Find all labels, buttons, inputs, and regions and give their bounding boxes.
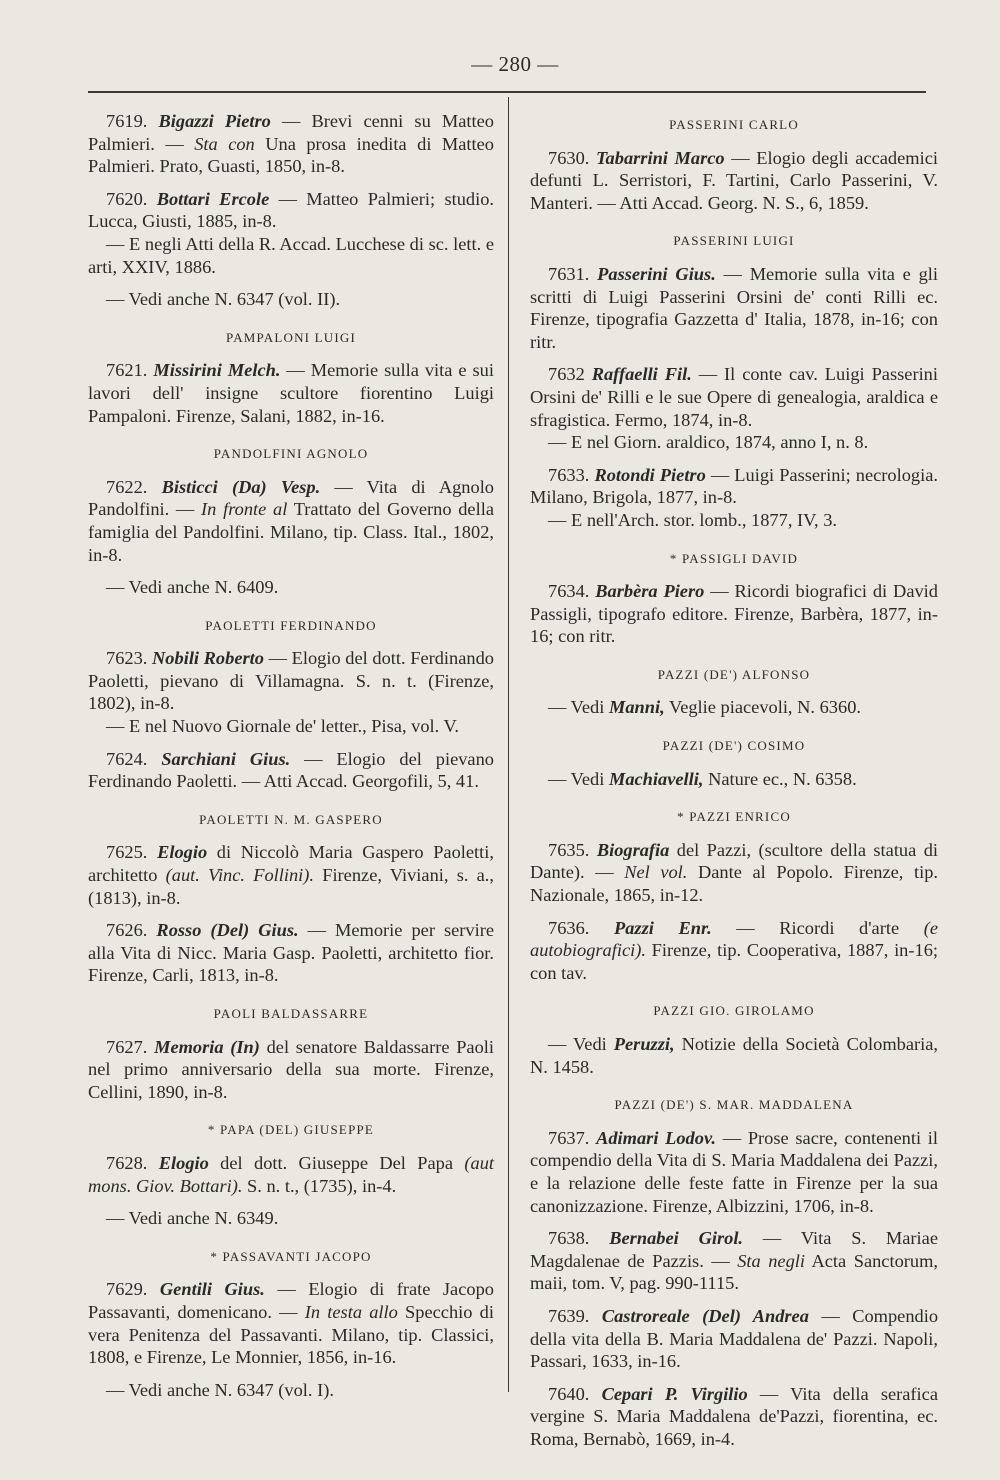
- entry-addendum: — E negli Atti della R. Accad. Lucchese di sc. lett. e arti, XXIV, 1886.: [88, 233, 494, 277]
- entry-number: 7620.: [106, 188, 148, 209]
- section-heading: * PAZZI ENRICO: [677, 809, 791, 825]
- entry-number: 7628.: [106, 1152, 148, 1173]
- entry-author: Gentili Gius.: [159, 1279, 265, 1300]
- entry-text: — Ricordi biografici di David Passigli, tipografo editore. Firenze, Barbèra, 1877, in-16; con ritr.: [530, 581, 938, 647]
- entry-text: — Vita di Agnolo Pandolfini. —: [88, 476, 495, 520]
- entry-author: Rotondi Pietro: [594, 464, 706, 485]
- entry-author: Castroreale (Del) Andrea: [601, 1305, 809, 1326]
- entry-7627: [88, 1036, 494, 1104]
- entry-7635: [530, 839, 938, 907]
- entry-text: del dott. Giuseppe Del Papa: [208, 1152, 465, 1173]
- see-also: [530, 696, 938, 719]
- page-number: — 280 —: [471, 52, 559, 76]
- entry-author: Machiavelli,: [608, 768, 704, 789]
- entry-7628: [88, 1152, 494, 1197]
- section-heading: PAZZI (DE') COSIMO: [662, 738, 806, 754]
- entry-italic: Sta negli: [737, 1250, 805, 1271]
- entry-number: 7624.: [106, 748, 148, 769]
- entry-number: 7627.: [106, 1036, 148, 1057]
- entry-7631: [530, 263, 938, 353]
- section-heading: PAOLI BALDASSARRE: [213, 1006, 369, 1021]
- entry-text: Notizie della Società Colombaria, N. 1458.: [530, 1034, 938, 1077]
- entry-italic: (aut. Vinc. Follini).: [165, 865, 315, 886]
- entry-7622: [88, 476, 494, 566]
- entry-7634: [530, 580, 938, 648]
- see-also: [530, 1033, 938, 1078]
- entry-number: 7638.: [548, 1228, 590, 1249]
- entry-7632: [530, 363, 938, 431]
- entry-text: Trattato del Governo della famiglia del Pandolfini. Milano, tip. Class. Ital., 1802, in-8.: [88, 499, 494, 565]
- see-also: — Vedi anche N. 6409.: [106, 577, 279, 598]
- section-heading: PAOLETTI FERDINANDO: [205, 617, 377, 633]
- entry-text: — Compendio della vita della B. Maria Maddalena de' Pazzi. Napoli, Passari, 1633, in-16.: [530, 1305, 939, 1372]
- entry-italic: Nel vol.: [624, 862, 688, 883]
- see-prefix: — Vedi: [548, 697, 609, 718]
- entry-7633: [530, 464, 938, 509]
- entry-text: — Matteo Palmieri; studio. Lucca, Giusti, 1885, in-8.: [88, 188, 494, 232]
- entry-text: — Memorie per servire alla Vita di Nicc. Maria Gasp. Paoletti, architetto fior. Firenze, Carli, 1813, in-8.: [88, 920, 494, 986]
- section-heading: PASSERINI LUIGI: [673, 233, 795, 249]
- section-heading: PAZZI GIO. GIROLAMO: [653, 1003, 815, 1019]
- entry-7639: [530, 1305, 938, 1373]
- entry-author: Raffaelli Fil.: [591, 364, 692, 385]
- entry-text: del senatore Baldassarre Paoli nel primo anniversario della sua morte. Firenze, Cellini, 1890, in-8.: [88, 1036, 494, 1102]
- section-heading: * PASSIGLI DAVID: [669, 550, 799, 566]
- entry-text: Nature ec., N. 6358.: [703, 768, 857, 789]
- entry-author: Elogio: [157, 842, 208, 863]
- entry-addendum: — E nell'Arch. stor. lomb., 1877, IV, 3.: [548, 509, 838, 530]
- entry-author: Manni,: [608, 697, 665, 718]
- see-also: — Vedi anche N. 6347 (vol. II).: [106, 289, 341, 310]
- entry-italic: In fronte al: [201, 499, 288, 520]
- entry-number: 7626.: [106, 920, 148, 941]
- entry-number: 7625.: [106, 842, 148, 863]
- section-heading: PAOLETTI N. M. GASPERO: [199, 811, 383, 827]
- section-heading: * PASSAVANTI JACOPO: [210, 1248, 372, 1264]
- column-divider: [508, 97, 509, 1392]
- entry-author: Tabarrini Marco: [596, 147, 725, 168]
- entry-7636: [530, 917, 938, 985]
- entry-7629: [88, 1278, 494, 1368]
- entry-author: Bigazzi Pietro: [158, 111, 271, 131]
- entry-author: Peruzzi,: [613, 1034, 675, 1054]
- entry-text: — Memorie sulla vita e gli scritti di Luigi Passerini Orsini de' conti Rilli ec. Firenze, tipografia Gazzetta d' Italia, 1878, in-16; con ritr.: [530, 263, 938, 352]
- section-heading: PAMPALONI LUIGI: [225, 329, 357, 345]
- entry-author: Sarchiani Gius.: [161, 748, 291, 769]
- entry-number: 7633.: [548, 464, 590, 485]
- entry-number: 7635.: [548, 839, 590, 860]
- top-rule: [88, 91, 926, 93]
- entry-text: — Elogio del pievano Ferdinando Paoletti. — Atti Accad. Georgofili, 5, 41.: [88, 748, 494, 792]
- entry-number: 7640.: [548, 1383, 590, 1404]
- entry-7619: [88, 110, 494, 178]
- entry-7623: [88, 647, 494, 715]
- entry-author: Cepari P. Virgilio: [601, 1383, 748, 1404]
- entry-number: 7632: [548, 364, 585, 385]
- entry-text: — Memorie sulla vita e sui lavori dell' insigne scultore fiorentino Luigi Pampaloni. Firenze, Salani, 1882, in-16.: [88, 360, 494, 426]
- entry-text: — Ricordi d'arte: [711, 917, 924, 938]
- entry-text: S. n. t., (1735), in-4.: [242, 1175, 397, 1196]
- see-also: — Vedi anche N. 6347 (vol. I).: [106, 1379, 334, 1400]
- entry-text: Firenze, Viviani, s. a., (1813), in-8.: [88, 865, 495, 908]
- entry-7625: [88, 841, 494, 909]
- right-column: [530, 110, 938, 1461]
- entry-number: 7619.: [106, 111, 148, 131]
- entry-number: 7621.: [106, 360, 148, 381]
- entry-text: — Il conte cav. Luigi Passerini Orsini de' Rilli e le sue Opere di genealogia, araldica e sfragistica. Fermo, 1874, in-8.: [530, 364, 938, 430]
- entry-number: 7637.: [548, 1127, 590, 1148]
- entry-7626: [88, 919, 494, 987]
- entry-author: Bottari Ercole: [156, 188, 270, 209]
- see-also: — Vedi anche N. 6349.: [106, 1208, 279, 1229]
- section-heading: * PAPA (DEL) GIUSEPPE: [207, 1122, 375, 1138]
- entry-text: del Pazzi, (scultore della statua di Dante). —: [530, 839, 938, 883]
- entry-addendum: — E nel Nuovo Giornale de' letter., Pisa, vol. V.: [106, 716, 460, 737]
- entry-text: — Luigi Passerini; necrologia. Milano, Brigola, 1877, in-8.: [530, 464, 938, 508]
- entry-text: Firenze, tip. Cooperativa, 1887, in-16; con tav.: [530, 940, 938, 983]
- entry-7621: [88, 359, 494, 427]
- entry-7638: [530, 1227, 938, 1295]
- entry-italic: Sta con: [194, 133, 255, 154]
- entry-author: Rosso (Del) Gius.: [156, 920, 299, 941]
- entry-author: Bernabei Girol.: [609, 1228, 744, 1249]
- entry-text: Specchio di vera Penitenza del Passavanti. Milano, tip. Classici, 1808, e Firenze, Le Monnier, 1856, in-16.: [88, 1301, 494, 1368]
- section-heading: PAZZI (DE') S. MAR. MADDALENA: [614, 1097, 854, 1113]
- entry-author: Bisticci (Da) Vesp.: [161, 476, 321, 497]
- entry-author: Barbèra Piero: [595, 581, 705, 602]
- entry-number: 7623.: [106, 648, 148, 669]
- entry-author: Missirini Melch.: [153, 360, 281, 381]
- entry-text: — Vita S. Mariae Magdalenae de Pazzis. —: [530, 1228, 938, 1271]
- entry-italic: (aut mons. Giov. Bottari).: [88, 1152, 494, 1196]
- entry-italic: In testa allo: [304, 1301, 398, 1322]
- entry-7640: [530, 1383, 938, 1451]
- entry-text: — Elogio di frate Jacopo Passavanti, domenicano. —: [88, 1279, 494, 1322]
- entry-text: di Niccolò Maria Gaspero Paoletti, architetto: [88, 842, 494, 886]
- entry-7630: [530, 147, 938, 215]
- entry-text: — Brevi cenni su Matteo Palmieri. —: [88, 111, 494, 154]
- entry-text: Acta Sanctorum, maii, tom. V, pag. 990-1115.: [530, 1250, 938, 1294]
- section-heading: PASSERINI CARLO: [669, 117, 799, 132]
- entry-author: Passerini Gius.: [597, 263, 716, 284]
- entry-number: 7630.: [548, 147, 590, 168]
- entry-italic: (e autobiografici).: [530, 917, 938, 961]
- entry-author: Nobili Roberto: [152, 648, 264, 669]
- entry-text: — Elogio degli accademici defunti L. Serristori, F. Tartini, Carlo Passerini, V. Manteri. — Atti Accad. Georg. N. S., 6, 1859.: [530, 147, 938, 213]
- entry-addendum: — E nel Giorn. araldico, 1874, anno I, n. 8.: [548, 432, 869, 453]
- left-column: [88, 110, 494, 1411]
- entry-text: — Elogio del dott. Ferdinando Paoletti, pievano di Villamagna. S. n. t. (Firenze, 1802), in-8.: [88, 648, 494, 714]
- entry-number: 7629.: [106, 1279, 148, 1300]
- entry-text: — Prose sacre, contenenti il compendio della Vita di S. Maria Maddalena dei Pazzi, e la relazione delle feste fatte in Firenze per la sua canonizzazione. Firenze, Albizzini, 1706, in-8.: [530, 1127, 938, 1216]
- section-heading: PAZZI (DE') ALFONSO: [657, 666, 811, 682]
- entry-7620: [88, 188, 494, 233]
- entry-7637: [530, 1127, 938, 1217]
- entry-text: Veglie piacevoli, N. 6360.: [664, 697, 861, 718]
- entry-author: Elogio: [158, 1152, 209, 1173]
- entry-text: — Vita della serafica vergine S. Maria Maddalena de'Pazzi, fiorentina, ec. Roma, Bernabò, 1669, in-4.: [530, 1383, 938, 1449]
- see-prefix: — Vedi: [548, 768, 609, 789]
- entry-text: Una prosa inedita di Matteo Palmieri. Prato, Guasti, 1850, in-8.: [88, 133, 495, 177]
- section-heading: PANDOLFINI AGNOLO: [213, 446, 369, 462]
- entry-text: Dante al Popolo. Firenze, tip. Nazionale, 1865, in-12.: [530, 862, 938, 906]
- see-also: [530, 768, 938, 791]
- entry-author: Biografia: [596, 839, 670, 860]
- entry-author: Adimari Lodov.: [596, 1127, 717, 1148]
- entry-number: 7631.: [548, 263, 590, 284]
- entry-number: 7634.: [548, 581, 590, 602]
- entry-number: 7636.: [548, 917, 590, 938]
- entry-number: 7639.: [548, 1305, 590, 1326]
- entry-number: 7622.: [106, 476, 148, 497]
- entry-7624: [88, 748, 494, 793]
- entry-author: Memoria (In): [154, 1036, 260, 1057]
- see-prefix: — Vedi: [548, 1034, 614, 1054]
- entry-author: Pazzi Enr.: [614, 917, 712, 938]
